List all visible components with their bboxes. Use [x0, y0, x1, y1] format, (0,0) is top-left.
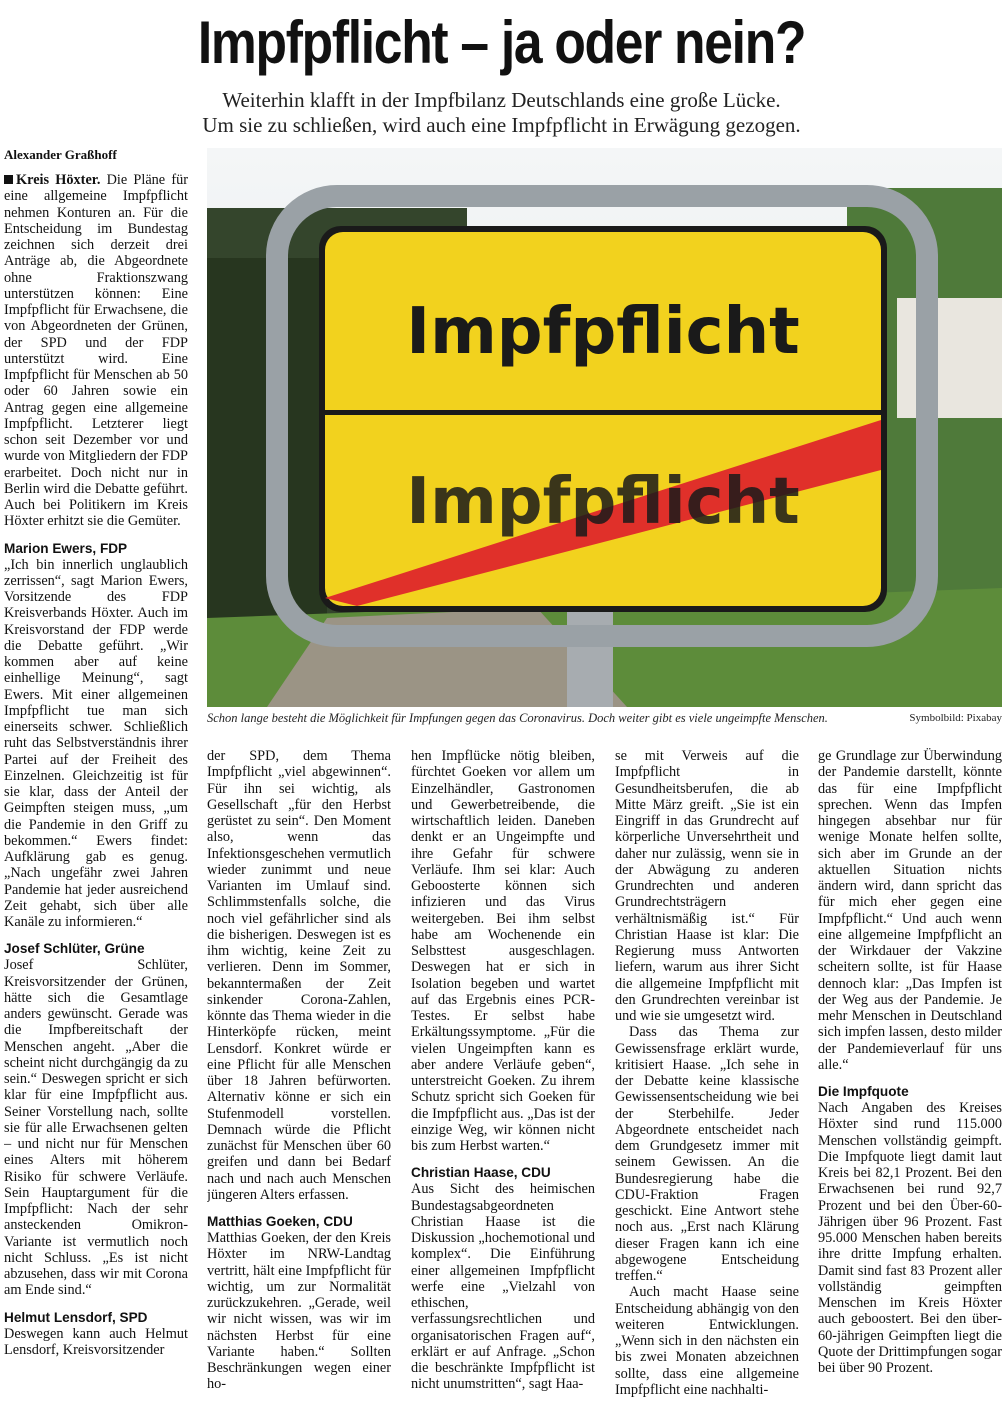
lead-paragraph	[4, 172, 188, 530]
paragraph-lensdorf-start: Deswegen kann auch Helmut Lensdorf, Kreisvorsitzender	[4, 1325, 188, 1358]
paragraph-ewers: „Ich bin innerlich unglaublich zerrissen“, sagt Marion Ewers, Vorsitzende des FDP Kreisverbands Höxter. Auch im Kreisvorstand der FDP werde die Debatte geführt. „Wir kommen aber auf keine einhellige Meinung“, sagt Ewers. Mit einer allgemeinen Impfpflicht tue man sich einerseits schwer. Schließlich ruht das Selbstverständnis ihrer Partei auf der Freiheit des Einzelnen. Gleichzeitig ist für sie klar, dass der Anteil der Geimpften steigen muss, „um die Pandemie in den Griff zu bekommen.“ Ewers findet: Aufklärung gab es genug. „Nach ungefähr zwei Jahren Pandemie hat jeder ausreichend Zeit gehabt, sich über alle Kanäle zu informieren.“	[4, 556, 188, 930]
paragraph-haase-cont: se mit Verweis auf die Impfpflicht in Gesundheitsberufen, die ab Mitte März greift. „Sie ist ein Eingriff in das Grundrecht auf körperliche Unversehrtheit und daher nur zulässig, wenn sie in der Abwägung zu anderen Grundrechten und anderen Grundrechtsträgern verhältnismäßig ist.“ Für Christian Haase ist klar: Die Regierung muss Antworten liefern, warum aus ihrer Sicht die allgemeine Impfpflicht mit den Grundrechten vereinbar ist und wie sie umgesetzt wird.	[615, 748, 799, 1024]
section-heading-ewers: Marion Ewers, FDP	[4, 540, 128, 556]
photo-caption	[207, 710, 1002, 728]
subhead	[0, 88, 1003, 138]
caption-text: Schon lange besteht die Möglichkeit für Impfungen gegen das Coronavirus. Doch weiter gibt es viele ungeimpfte Menschen.	[207, 711, 828, 725]
lead-text: Die Pläne für eine allgemeine Impfpflicht nehmen Konturen an. Für die Entscheidung im Bundestag zeichnen sich derzeit drei Anträge ab, die Abgeordnete ohne Fraktionszwang unterstützen können: Eine Impfpflicht für Erwachsene, die von Abgeordneten der Grünen, der SPD und der FDP unterstützt wird. Eine Impfpflicht für Menschen ab 50 oder 60 Jahren sowie ein Antrag gegen eine allgemeine Impfpflicht. Letzterer liegt schon seit Dezember vor und wurde von Mitgliedern der FDP erarbeitet. Doch nicht nur in Berlin wird die Debatte geführt. Auch bei Politikern im Kreis Höxter erhitzt sie die Gemüter.	[4, 172, 188, 530]
subhead-line-1: Weiterhin klafft in der Impfbilanz Deutschlands eine große Lücke.	[222, 88, 781, 112]
headline: Impfpflicht – ja oder nein?	[197, 9, 806, 76]
section-heading-haase: Christian Haase, CDU	[411, 1165, 551, 1181]
paragraph-haase-end: ge Grundlage zur Überwindung der Pandemie darstellt, könnte das für eine Impfpflicht sprechen. Wenn das Impfen hingegen absehbar nur für wenige Monate helfen sollte, sich aber im Grunde an der aktuellen Situation nichts ändern wird, dann spricht das für mich eher gegen eine Impfpflicht.“ Und auch wenn eine allgemeine Impfpflicht an der Wirkdauer der Vakzine scheitern sollte, ist für Haase dennoch klar: „Das Impfen ist der Weg aus der Pandemie. Je mehr Menschen in Deutschland sich impfen lassen, desto milder der Pandemieverlauf für uns alle.“	[818, 748, 1002, 1073]
photo-credit: Symbolbild: Pixabay	[909, 712, 1002, 724]
article-column-4	[615, 748, 799, 1416]
paragraph-lensdorf: der SPD, dem Thema Impfpflicht „viel abgewinnen“. Für ihn sei wichtig, als Gesellschaft „für den Herbst gerüstet zu sein“. Den Moment also, wenn das Infektionsgeschehen vermutlich wieder zunimmt und neue Varianten im Umlauf sind. Schlimmstenfalls solche, die noch viel gefährlicher sind als die bisherigen. Deswegen ist es ihm wichtig, keine Zeit zu verlieren. Denn im Sommer, bekanntermaßen der Zeit sinkender Corona-Zahlen, könnte das Thema wieder in die Hinterköpfe rücken, meint Lensdorf. Konkret würde er eine Pflicht für alle Menschen über 18 Jahren befürworten. Alternativ könne er sich ein Stufenmodell vorstellen. Demnach würde die Pflicht zunächst für Menschen über 60 greifen und dann bei Bedarf nach und nach auch Menschen jüngeren Alters erfassen.	[207, 748, 391, 1203]
paragraph-haase: Aus Sicht des heimischen Bundestagsabgeordneten Christian Haase ist die Diskussion „hochemotional und komplex“. Die Einführung einer allgemeinen Impfpflicht werfe eine „Vielzahl von ethischen, verfassungsrechtlichen und organisatorischen Fragen auf“, erklärt er auf Anfrage. „Schon die beschränkte Impfpflicht ist nicht unumstritten“, sagt Haa-	[411, 1181, 595, 1393]
sign-top-text: Impfpflicht	[406, 295, 800, 369]
article-column-2	[207, 748, 391, 1416]
section-heading-impfquote: Die Impfquote	[818, 1084, 909, 1099]
article-column-5	[818, 748, 1002, 1416]
paragraph-schlueter: Josef Schlüter, Kreisvorsitzender der Grünen, hätte sich die Gesamtlage anders gewünscht. Gerade was die Impfbereitschaft der Menschen angeht. „Aber die scheint nicht durchgängig da zu sein.“ Deswegen spricht er sich klar für eine Impfpflicht aus. Seiner Vorstellung nach, sollte sie für alle Erwachsenen gelten – und nicht nur für Menschen eines Alters mit höherem Risiko für schwere Verläufe. Sein Hauptargument für die Impfpflicht: Nach der sehr ansteckenden Omikron-Variante ist vermutlich noch nicht Schluss. „Es ist nicht abzusehen, dass wir mit Corona am Ende sind.“	[4, 957, 188, 1299]
article-column-3	[411, 748, 595, 1416]
article-photo	[207, 148, 1002, 707]
paragraph-goeken: Matthias Goeken, der den Kreis Höxter im NRW-Landtag vertritt, hält eine Impfpflicht für wichtig, um zur Normalität zurückzukehren. „Gerade, weil wir nicht wissen, was wir im nächsten Herbst für eine Variante haben.“ Sollten Beschränkungen wegen einer ho-	[207, 1230, 391, 1393]
town-sign-illustration	[207, 148, 1002, 707]
article-column-1	[4, 148, 188, 1416]
sign-bottom-text: Impfpflicht	[406, 465, 800, 539]
section-heading-schlueter: Josef Schlüter, Grüne	[4, 941, 145, 957]
section-heading-goeken: Matthias Goeken, CDU	[207, 1214, 353, 1229]
subhead-line-2: Um sie zu schließen, wird auch eine Impfpflicht in Erwägung gezogen.	[202, 113, 801, 137]
dateline: Kreis Höxter.	[16, 172, 101, 188]
paragraph-impfquote: Nach Angaben des Kreises Höxter sind rund 115.000 Menschen vollständig geimpft. Die Impfquote liegt damit laut Kreis bei 82,1 Prozent. Bei den Erwachsenen bei rund 92,7 Prozent und bei den Über-60-Jährigen über 96 Prozent. Fast 95.000 Menschen haben bereits ihre dritte Impfung erhalten. Damit sind fast 83 Prozent aller vollständig geimpften Menschen im Kreis Höxter auch geboostert. Bei den über-60-jährigen Geimpften liegt die Quote der Drittimpfungen sogar bei über 90 Prozent.	[818, 1100, 1002, 1376]
author-byline: Alexander Graßhoff	[4, 148, 117, 162]
square-bullet-icon	[4, 175, 13, 184]
section-heading-lensdorf: Helmut Lensdorf, SPD	[4, 1309, 148, 1325]
paragraph-gewissensfrage: Dass das Thema zur Gewissensfrage erklärt wurde, kritisiert Haase. „Ich sehe in der Debatte keine klassische Gewissensentscheidung wie bei der Sterbehilfe. Jeder Abgeordnete entscheidet nach dem Grundgesetz immer mit seinem Gewissen. An die Bundesregierung habe die CDU-Fraktion Fragen geschickt. Eine Antwort stehe noch aus. „Erst nach Klärung dieser Fragen kann ich eine abgewogene Entscheidung treffen.“	[615, 1024, 799, 1284]
paragraph-entwicklungen: Auch macht Haase seine Entscheidung abhängig von den weiteren Entwicklungen. „Wenn sich in den nächsten ein bis zwei Monaten abzeichnen sollte, dass eine allgemeine Impfpflicht eine nachhalti-	[615, 1284, 799, 1398]
paragraph-goeken-cont: hen Impflücke nötig bleiben, fürchtet Goeken vor allem um Einzelhändler, Gastronomen und Gewerbetreibende, die wirtschaftlich leiden. Daneben denkt er an Ungeimpfte und ihre Gefahr für schwere Verläufe. Ihm sei klar: Auch Geboosterte können sich infizieren und das Virus weitergeben. Bei ihm selbst habe am Wochenende ein Selbsttest ausgeschlagen. Deswegen hat er sich in Isolation begeben und wartet auf das Ergebnis eines PCR-Testes. Er selbst habe Erkältungssymptome. „Für die vielen Ungeimpften kann es aber andere Verläufe geben“, unterstreicht Goeken. Zu ihrem Schutz spricht sich Goeken für die Impfpflicht aus. „Das ist der einzige Weg, wir können nicht bis zum Herbst warten.“	[411, 748, 595, 1154]
